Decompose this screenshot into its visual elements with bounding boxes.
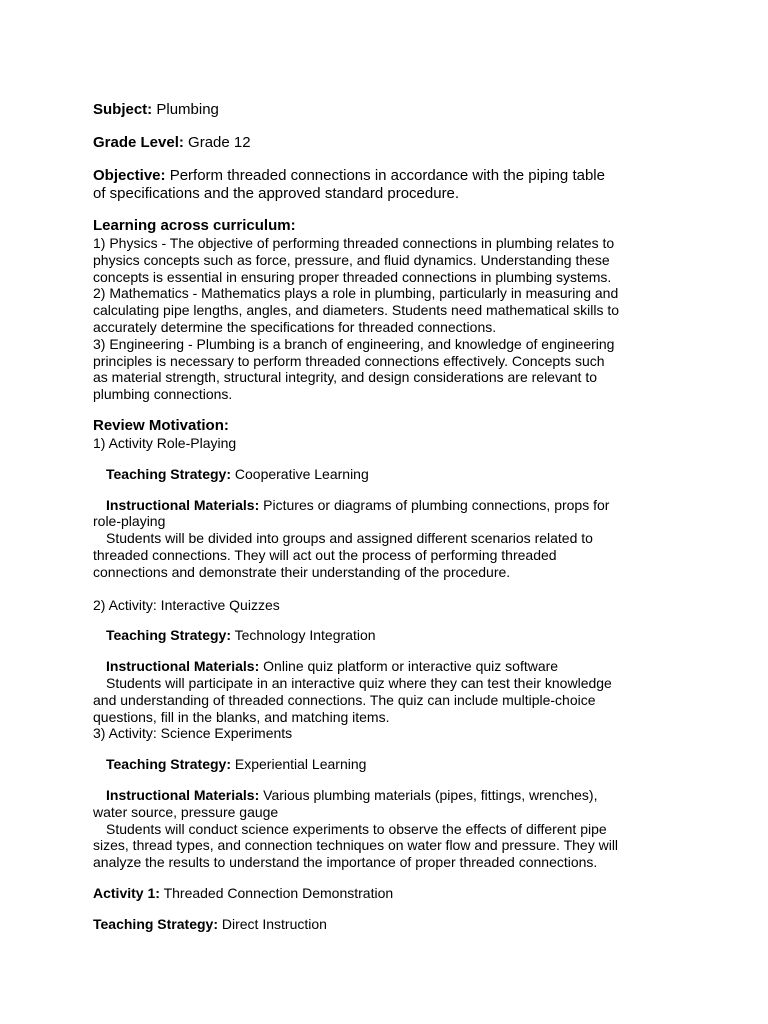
activity-description-line: questions, fill in the blanks, and matching items.: [93, 708, 390, 725]
teaching-strategy-value: Technology Integration: [234, 627, 376, 644]
activity-title: 1) Activity Role-Playing: [93, 434, 237, 451]
learning-line: concepts is essential in ensuring proper threaded connections in plumbing systems.: [93, 268, 612, 285]
teaching-strategy-value: Cooperative Learning: [234, 465, 369, 482]
materials-line-continued: role-playing: [93, 513, 166, 530]
teaching-strategy-line: [93, 756, 693, 773]
objective-label: Objective:: [93, 167, 166, 184]
grade-line: [93, 134, 693, 152]
objective-text-line1: Perform threaded connections in accordance with the piping table: [169, 167, 605, 184]
materials-line: [93, 787, 693, 804]
review-section: [93, 417, 693, 871]
subject-line: [93, 101, 693, 119]
materials-value: Pictures or diagrams of plumbing connections, props for: [263, 496, 610, 513]
teaching-strategy-label: Teaching Strategy:: [106, 465, 231, 482]
activity-description-line: Students will be divided into groups and assigned different scenarios related to: [106, 530, 593, 547]
activity-description-line: sizes, thread types, and connection techniques on water flow and pressure. They will: [93, 837, 619, 854]
activity-title: 3) Activity: Science Experiments: [93, 725, 293, 742]
activity1-strategy-line: [93, 916, 693, 933]
teaching-strategy-label: Teaching Strategy:: [106, 756, 231, 773]
activity-description-line: Students will participate in an interactive quiz where they can test their knowledge: [106, 674, 612, 691]
activity-description-line: Students will conduct science experiments to observe the effects of different pipe: [106, 820, 607, 837]
materials-label: Instructional Materials:: [106, 658, 260, 675]
materials-line-continued: water source, pressure gauge: [93, 803, 279, 820]
teaching-strategy-value: Experiential Learning: [234, 756, 367, 773]
materials-value: Various plumbing materials (pipes, fittings, wrenches),: [263, 786, 598, 803]
lesson-plan: [93, 101, 693, 933]
learning-line: as material strength, structural integrity, and design considerations are relevant to: [93, 369, 597, 386]
materials-value: Online quiz platform or interactive quiz software: [263, 658, 559, 675]
learning-line: calculating pipe lengths, angles, and diameters. Students need mathematical skills to: [93, 302, 620, 319]
activity1-strategy-label: Teaching Strategy:: [93, 915, 218, 932]
grade-value: Grade 12: [188, 134, 251, 151]
learning-line: 3) Engineering - Plumbing is a branch of engineering, and knowledge of engineering: [93, 335, 615, 352]
subject-value: Plumbing: [156, 101, 219, 118]
learning-line: 2) Mathematics - Mathematics plays a role in plumbing, particularly in measuring and: [93, 285, 619, 302]
grade-label: Grade Level:: [93, 134, 184, 151]
materials-line: [93, 658, 693, 675]
review-heading: Review Motivation:: [93, 416, 229, 434]
activity-description-line: analyze the results to understand the importance of proper threaded connections.: [93, 854, 598, 871]
materials-line: [93, 497, 693, 514]
materials-label: Instructional Materials:: [106, 496, 260, 513]
learning-section: [93, 217, 693, 403]
activity1-strategy-value: Direct Instruction: [221, 915, 327, 932]
teaching-strategy-label: Teaching Strategy:: [106, 627, 231, 644]
learning-line: accurately determine the specifications for threaded connections.: [93, 318, 497, 335]
learning-line: principles is necessary to perform threaded connections effectively. Concepts such: [93, 352, 605, 369]
teaching-strategy-line: [93, 627, 693, 644]
activity-description-line: and understanding of threaded connections. The quiz can include multiple-choice: [93, 691, 596, 708]
learning-line: plumbing connections.: [93, 386, 233, 403]
objective-block: [93, 167, 693, 203]
learning-line: physics concepts such as force, pressure, and fluid dynamics. Understanding these: [93, 251, 610, 268]
materials-label: Instructional Materials:: [106, 786, 260, 803]
learning-heading: Learning across curriculum:: [93, 217, 296, 234]
activity-description-line: connections and demonstrate their understanding of the procedure.: [93, 563, 511, 580]
activity-description-line: threaded connections. They will act out the process of performing threaded: [93, 546, 557, 563]
activity1-line: [93, 885, 693, 902]
objective-text-line2: of specifications and the approved standard procedure.: [93, 185, 460, 202]
teaching-strategy-line: [93, 466, 693, 483]
learning-line: 1) Physics - The objective of performing threaded connections in plumbing relates to: [93, 235, 615, 251]
subject-label: Subject:: [93, 101, 153, 118]
activity1-label: Activity 1:: [93, 884, 160, 901]
activity1-value: Threaded Connection Demonstration: [163, 884, 394, 901]
activity-title: 2) Activity: Interactive Quizzes: [93, 596, 280, 613]
